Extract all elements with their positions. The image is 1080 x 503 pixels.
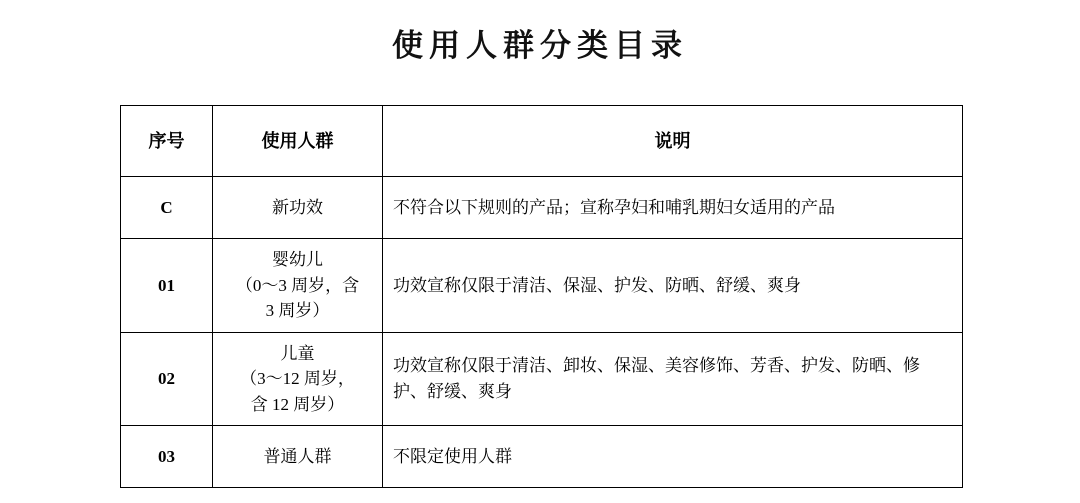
row-group-line: （3～12 周岁， (240, 369, 355, 388)
row-number: 02 (121, 332, 213, 426)
table-row (121, 177, 963, 239)
row-group (213, 332, 383, 426)
page-title: 使用人群分类目录 (392, 28, 688, 64)
table-header-row (121, 106, 963, 177)
document-page (0, 12, 1080, 503)
row-number: C (121, 177, 213, 239)
row-group (213, 239, 383, 333)
row-description: 功效宣称仅限于清洁、卸妆、保湿、美容修饰、芳香、护发、防晒、修护、舒缓、爽身 (383, 332, 963, 426)
row-number: 03 (121, 426, 213, 488)
table-row (121, 332, 963, 426)
row-group-line: 新功效 (272, 197, 323, 217)
row-number: 01 (121, 239, 213, 333)
column-header-group: 使用人群 (213, 106, 383, 177)
column-header-desc: 说明 (383, 106, 963, 177)
classification-table (120, 105, 963, 488)
row-group-line: 含 12 周岁） (250, 394, 345, 414)
table-header (121, 106, 963, 177)
row-description: 不符合以下规则的产品；宣称孕妇和哺乳期妇女适用的产品 (383, 177, 963, 239)
row-group-line: 儿童 (280, 343, 315, 363)
row-group-line: 婴幼儿 (272, 250, 323, 269)
row-group-line: 普通人群 (263, 446, 332, 466)
row-group (213, 426, 383, 488)
row-group (213, 177, 383, 239)
table-row (121, 239, 963, 333)
row-group-line: 3 周岁） (265, 301, 330, 320)
table-body (121, 177, 963, 488)
row-group-line: （0～3 周岁，含 (235, 275, 360, 295)
classification-table-container (120, 105, 962, 488)
row-description: 功效宣称仅限于清洁、保湿、护发、防晒、舒缓、爽身 (383, 239, 963, 333)
column-header-no: 序号 (121, 106, 213, 177)
row-description: 不限定使用人群 (383, 426, 963, 488)
table-row (121, 426, 963, 488)
